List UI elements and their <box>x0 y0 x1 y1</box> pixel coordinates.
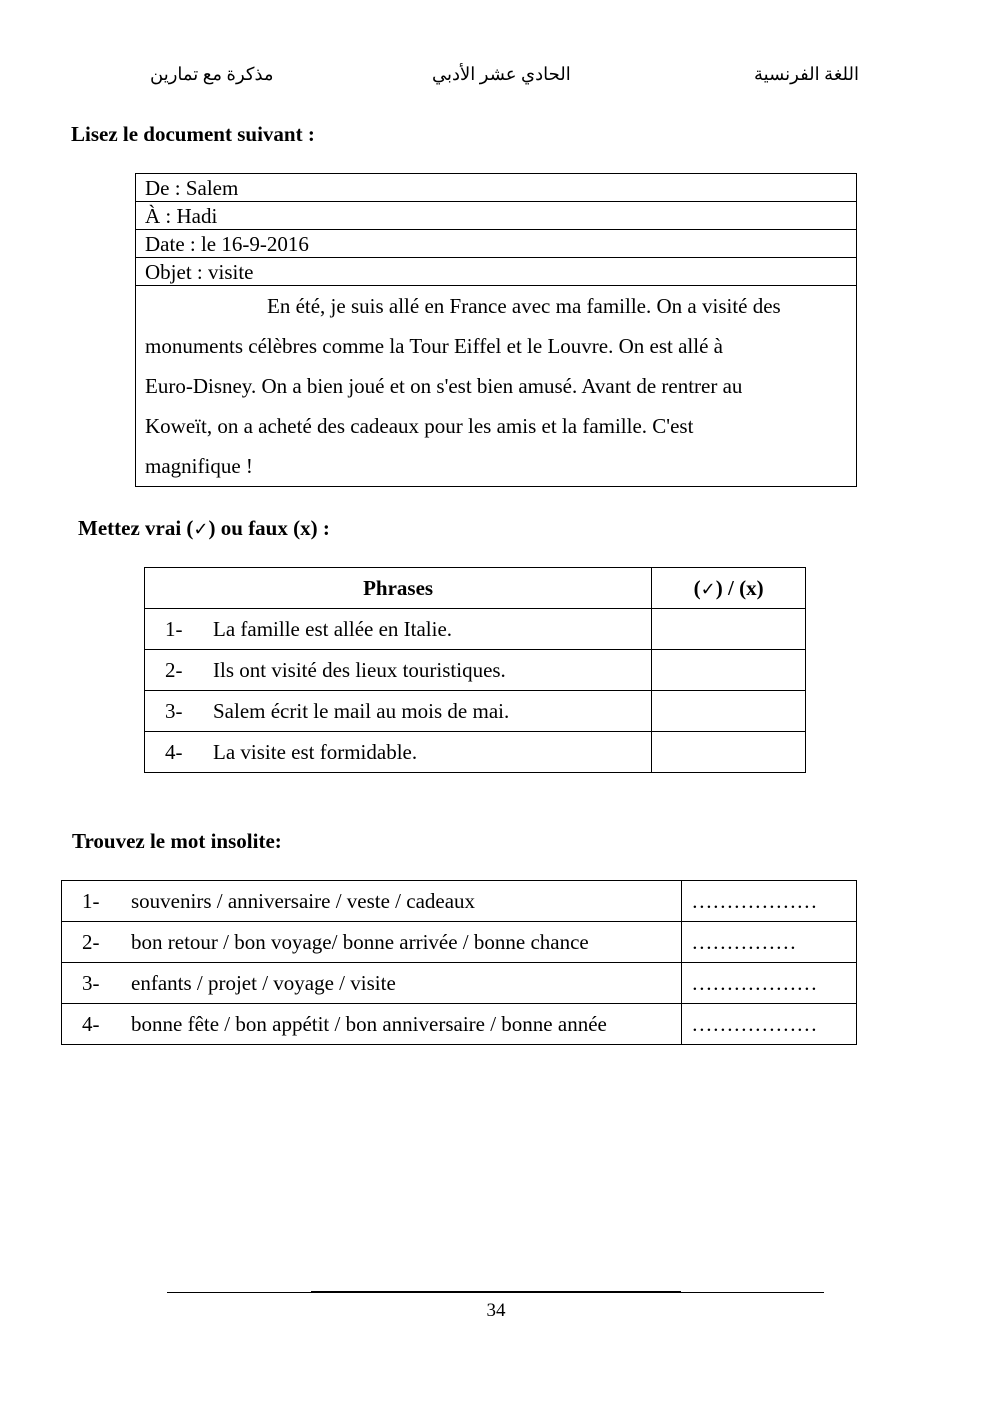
answer-blank[interactable]: …………… <box>682 922 857 963</box>
page-number: 34 <box>486 1300 506 1321</box>
answer-blank[interactable]: ……………… <box>682 963 857 1004</box>
table-row <box>62 881 857 922</box>
answer-header-suffix: ) / (x) <box>715 575 764 600</box>
phrase-text: La famille est allée en Italie. <box>213 616 453 641</box>
mail-body-line: monuments célèbres comme la Tour Eiffel et le Louvre. On est allé à <box>145 334 723 358</box>
word-list-cell <box>62 963 682 1004</box>
true-false-table <box>144 567 806 773</box>
row-number: 1- <box>82 888 100 913</box>
footer-divider-thick <box>311 1291 681 1293</box>
phrase-cell <box>145 732 652 773</box>
header-right-text: اللغة الفرنسية <box>754 64 859 84</box>
phrase-cell <box>145 609 652 650</box>
check-icon: ✓ <box>700 578 716 600</box>
mail-body-line: Koweït, on a acheté des cadeaux pour les amis et la famille. C'est <box>145 414 694 438</box>
mail-body-line: Euro-Disney. On a bien joué et on s'est bien amusé. Avant de rentrer au <box>145 374 743 398</box>
section-odd-word-title: Trouvez le mot insolite: <box>72 829 282 853</box>
row-number: 1- <box>165 616 183 641</box>
column-header-phrases: Phrases <box>145 568 652 609</box>
column-header-answer <box>652 568 806 609</box>
word-list-text: bon retour / bon voyage/ bonne arrivée / bonne chance <box>131 929 589 954</box>
mail-subject: Objet : visite <box>136 258 856 286</box>
table-row <box>62 1004 857 1045</box>
answer-blank[interactable]: ……………… <box>682 1004 857 1045</box>
word-list-text: souvenirs / anniversaire / veste / cadeaux <box>131 888 476 913</box>
mail-body <box>136 286 856 486</box>
phrase-text: Salem écrit le mail au mois de mai. <box>213 698 510 723</box>
table-row <box>145 650 806 691</box>
phrase-text: Ils ont visité des lieux touristiques. <box>213 657 506 682</box>
section-read-title: Lisez le document suivant : <box>71 122 315 146</box>
answer-blank[interactable]: ……………… <box>682 881 857 922</box>
mail-to: À : Hadi <box>136 202 856 230</box>
table-row <box>145 609 806 650</box>
mail-from: De : Salem <box>136 174 856 202</box>
title-suffix: ) ou faux (x) : <box>208 516 330 540</box>
section-true-false-title <box>78 516 330 541</box>
table-row <box>62 963 857 1004</box>
table-row <box>145 691 806 732</box>
phrase-cell <box>145 650 652 691</box>
row-number: 3- <box>165 698 183 723</box>
word-list-text: bonne fête / bon appétit / bon anniversaire / bonne année <box>131 1011 607 1036</box>
word-list-cell <box>62 922 682 963</box>
answer-cell[interactable] <box>652 691 806 732</box>
phrase-text: La visite est formidable. <box>213 739 418 764</box>
row-number: 4- <box>165 739 183 764</box>
odd-word-table <box>61 880 857 1045</box>
header-left-text: مذكرة مع تمارين <box>150 64 274 84</box>
answer-header-prefix: ( <box>693 575 701 600</box>
row-number: 4- <box>82 1011 100 1036</box>
title-prefix: Mettez vrai ( <box>78 516 194 540</box>
phrase-cell <box>145 691 652 732</box>
header-center-text: الحادي عشر الأدبي <box>432 64 571 84</box>
answer-cell[interactable] <box>652 650 806 691</box>
mail-date: Date : le 16-9-2016 <box>136 230 856 258</box>
table-header-row <box>145 568 806 609</box>
word-list-cell <box>62 1004 682 1045</box>
mail-body-line: magnifique ! <box>145 454 253 478</box>
table-row <box>62 922 857 963</box>
answer-cell[interactable] <box>652 609 806 650</box>
mail-body-line: En été, je suis allé en France avec ma famille. On a visité des <box>267 294 781 318</box>
row-number: 3- <box>82 970 100 995</box>
word-list-text: enfants / projet / voyage / visite <box>131 970 396 995</box>
check-icon: ✓ <box>193 519 209 540</box>
word-list-cell <box>62 881 682 922</box>
answer-cell[interactable] <box>652 732 806 773</box>
table-row <box>145 732 806 773</box>
mail-box <box>135 173 857 487</box>
row-number: 2- <box>82 929 100 954</box>
row-number: 2- <box>165 657 183 682</box>
